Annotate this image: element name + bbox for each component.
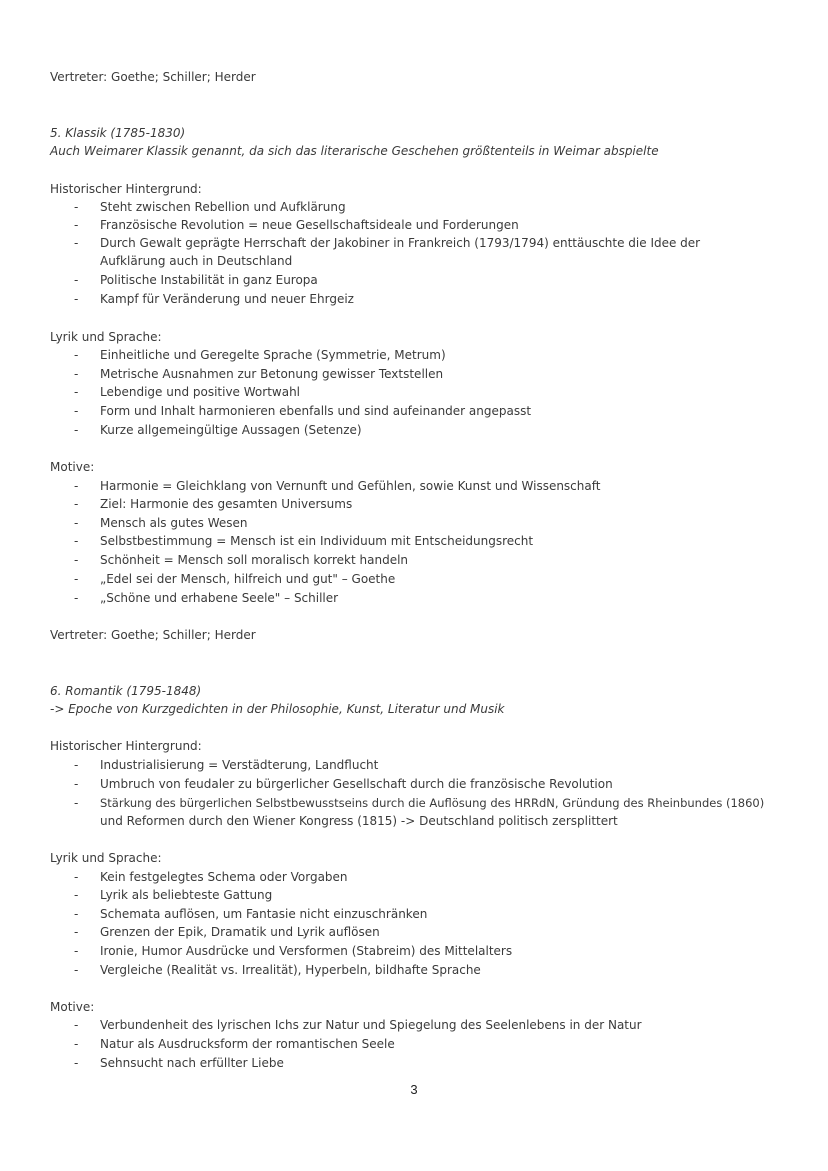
list-item: Durch Gewalt geprägte Herrschaft der Jakobiner in Frankreich (1793/1794) enttäuschte die Idee der	[100, 236, 701, 250]
list-dash: -	[74, 1037, 79, 1051]
list-item: Umbruch von feudaler zu bürgerlicher Gesellschaft durch die französische Revolution	[100, 777, 613, 791]
list-dash: -	[74, 218, 79, 232]
page-number: 3	[410, 1082, 418, 1097]
list-dash: -	[74, 925, 79, 939]
list-item: Lyrik als beliebteste Gattung	[100, 888, 273, 902]
list-dash: -	[74, 292, 79, 306]
list-item: „Edel sei der Mensch, hilfreich und gut" – Goethe	[100, 572, 396, 586]
section-title-romantik: 6. Romantik (1795-1848)	[50, 684, 202, 698]
list-dash: -	[74, 497, 79, 511]
list-item: Selbstbestimmung = Mensch ist ein Individuum mit Entscheidungsrecht	[100, 534, 534, 548]
list-item: Vergleiche (Realität vs. Irrealität), Hyperbeln, bildhafte Sprache	[100, 963, 481, 977]
list-dash: -	[74, 591, 79, 605]
list-dash: -	[74, 385, 79, 399]
list-dash: -	[74, 236, 79, 250]
list-dash: -	[74, 479, 79, 493]
list-item: Ironie, Humor Ausdrücke und Versformen (Stabreim) des Mittelalters	[100, 944, 513, 958]
list-item: Verbundenheit des lyrischen Ichs zur Natur und Spiegelung des Seelenlebens in der Natur	[100, 1018, 642, 1032]
section-subtitle-romantik: -> Epoche von Kurzgedichten in der Philosophie, Kunst, Literatur und Musik	[50, 702, 505, 716]
list-item-continuation: Aufklärung auch in Deutschland	[100, 254, 293, 268]
motives-heading: Motive:	[50, 460, 95, 474]
list-dash: -	[74, 534, 79, 548]
list-dash: -	[74, 888, 79, 902]
list-item-continuation: und Reformen durch den Wiener Kongress (1815) -> Deutschland politisch zersplittert	[100, 814, 618, 828]
list-dash: -	[74, 777, 79, 791]
list-dash: -	[74, 516, 79, 530]
list-item: Französische Revolution = neue Gesellschaftsideale und Forderungen	[100, 218, 519, 232]
list-item: „Schöne und erhabene Seele" – Schiller	[100, 591, 339, 605]
list-dash: -	[74, 348, 79, 362]
lyric-heading: Lyrik und Sprache:	[50, 330, 162, 344]
list-dash: -	[74, 796, 79, 810]
list-item: Steht zwischen Rebellion und Aufklärung	[100, 200, 346, 214]
list-dash: -	[74, 1018, 79, 1032]
list-dash: -	[74, 367, 79, 381]
lyric-heading: Lyrik und Sprache:	[50, 851, 162, 865]
list-dash: -	[74, 200, 79, 214]
representatives-line: Vertreter: Goethe; Schiller; Herder	[50, 628, 256, 642]
list-item: Stärkung des bürgerlichen Selbstbewusstseins durch die Auflösung des HRRdN, Gründung des Rheinbundes (1860)	[100, 796, 765, 810]
list-item: Lebendige und positive Wortwahl	[100, 385, 301, 399]
list-dash: -	[74, 758, 79, 772]
list-item: Politische Instabilität in ganz Europa	[100, 273, 318, 287]
list-item: Sehnsucht nach erfüllter Liebe	[100, 1056, 284, 1070]
list-dash: -	[74, 963, 79, 977]
history-heading: Historischer Hintergrund:	[50, 182, 202, 196]
list-item: Einheitliche und Geregelte Sprache (Symmetrie, Metrum)	[100, 348, 446, 362]
list-item: Kampf für Veränderung und neuer Ehrgeiz	[100, 292, 354, 306]
section-subtitle-klassik: Auch Weimarer Klassik genannt, da sich das literarische Geschehen größtenteils in Weimar abspielte	[50, 144, 659, 158]
list-item: Metrische Ausnahmen zur Betonung gewisser Textstellen	[100, 367, 444, 381]
list-item: Kein festgelegtes Schema oder Vorgaben	[100, 870, 348, 884]
list-dash: -	[74, 273, 79, 287]
list-item: Mensch als gutes Wesen	[100, 516, 248, 530]
list-dash: -	[74, 423, 79, 437]
list-dash: -	[74, 404, 79, 418]
list-item: Ziel: Harmonie des gesamten Universums	[100, 497, 353, 511]
list-item: Industrialisierung = Verstädterung, Landflucht	[100, 758, 379, 772]
list-item: Harmonie = Gleichklang von Vernunft und Gefühlen, sowie Kunst und Wissenschaft	[100, 479, 601, 493]
list-item: Natur als Ausdrucksform der romantischen Seele	[100, 1037, 395, 1051]
list-dash: -	[74, 1056, 79, 1070]
list-item: Form und Inhalt harmonieren ebenfalls und sind aufeinander angepasst	[100, 404, 532, 418]
history-heading: Historischer Hintergrund:	[50, 739, 202, 753]
representatives-line: Vertreter: Goethe; Schiller; Herder	[50, 70, 256, 84]
list-dash: -	[74, 572, 79, 586]
list-item: Schemata auflösen, um Fantasie nicht einzuschränken	[100, 907, 428, 921]
list-dash: -	[74, 907, 79, 921]
list-item: Kurze allgemeingültige Aussagen (Setenze)	[100, 423, 362, 437]
list-dash: -	[74, 944, 79, 958]
list-dash: -	[74, 553, 79, 567]
list-dash: -	[74, 870, 79, 884]
section-title-klassik: 5. Klassik (1785-1830)	[50, 126, 186, 140]
list-item: Schönheit = Mensch soll moralisch korrekt handeln	[100, 553, 409, 567]
motives-heading: Motive:	[50, 1000, 95, 1014]
list-item: Grenzen der Epik, Dramatik und Lyrik auflösen	[100, 925, 380, 939]
